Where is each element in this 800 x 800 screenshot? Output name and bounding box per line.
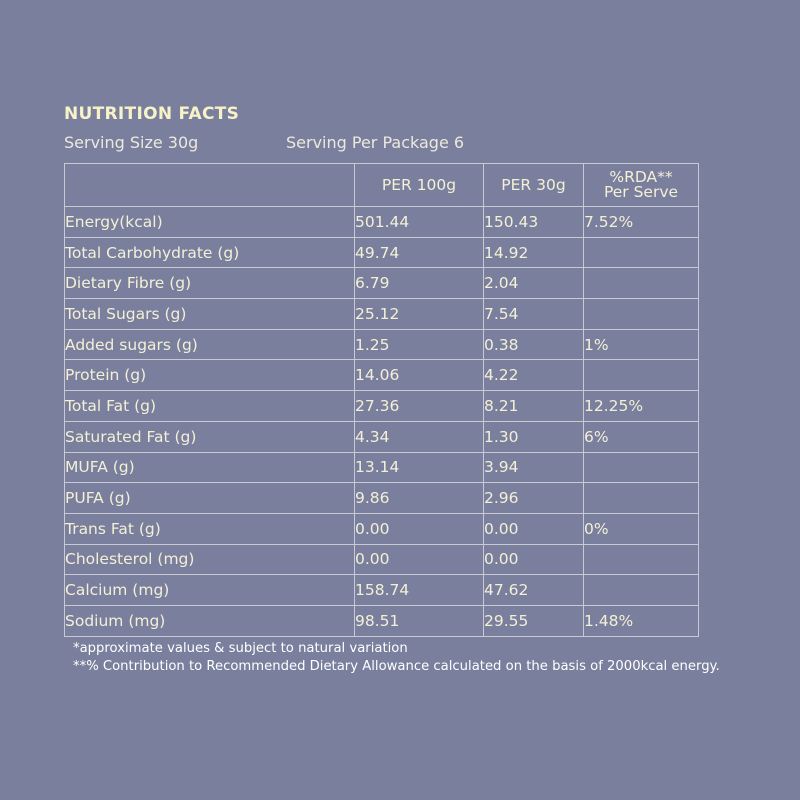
per-100g-value: 4.34 [355, 421, 484, 452]
header-rda-line1: %RDA** [609, 168, 673, 186]
serving-per-package: Serving Per Package 6 [286, 133, 465, 152]
rda-value [584, 452, 699, 483]
nutrient-name: Dietary Fibre (g) [65, 268, 355, 299]
per-30g-value: 29.55 [484, 605, 584, 636]
per-100g-value: 13.14 [355, 452, 484, 483]
nutrient-name: Total Sugars (g) [65, 299, 355, 330]
per-30g-value: 0.00 [484, 513, 584, 544]
nutrient-name: Cholesterol (mg) [65, 544, 355, 575]
per-100g-value: 501.44 [355, 207, 484, 238]
per-30g-value: 8.21 [484, 391, 584, 422]
per-100g-value: 9.86 [355, 483, 484, 514]
table-row [65, 513, 699, 544]
nutrient-name: Total Fat (g) [65, 391, 355, 422]
per-100g-value: 0.00 [355, 513, 484, 544]
serving-size: Serving Size 30g [64, 133, 199, 152]
table-row [65, 544, 699, 575]
table-row [65, 452, 699, 483]
per-30g-value: 1.30 [484, 421, 584, 452]
per-100g-value: 25.12 [355, 299, 484, 330]
table-row [65, 421, 699, 452]
rda-value [584, 544, 699, 575]
per-30g-value: 2.04 [484, 268, 584, 299]
nutrient-name: Trans Fat (g) [65, 513, 355, 544]
nutrient-name: Protein (g) [65, 360, 355, 391]
rda-value: 1.48% [584, 605, 699, 636]
per-30g-value: 0.00 [484, 544, 584, 575]
per-30g-value: 0.38 [484, 329, 584, 360]
table-row [65, 237, 699, 268]
rda-value [584, 268, 699, 299]
table-row [65, 207, 699, 238]
nutrition-table [64, 163, 699, 637]
per-30g-value: 7.54 [484, 299, 584, 330]
nutrient-name: Saturated Fat (g) [65, 421, 355, 452]
rda-value: 6% [584, 421, 699, 452]
rda-value [584, 483, 699, 514]
nutrition-facts-title: NUTRITION FACTS [64, 104, 240, 124]
rda-value: 0% [584, 513, 699, 544]
per-30g-value: 3.94 [484, 452, 584, 483]
rda-value [584, 299, 699, 330]
per-30g-value: 2.96 [484, 483, 584, 514]
per-100g-value: 158.74 [355, 575, 484, 606]
footnote-rda: **% Contribution to Recommended Dietary Allowance calculated on the basis of 2000kcal energy. [73, 659, 720, 674]
per-100g-value: 0.00 [355, 544, 484, 575]
table-header-row [65, 164, 699, 207]
header-per-30g: PER 30g [484, 164, 584, 207]
header-rda [584, 164, 699, 207]
nutrient-name: Total Carbohydrate (g) [65, 237, 355, 268]
per-30g-value: 47.62 [484, 575, 584, 606]
nutrient-name: Calcium (mg) [65, 575, 355, 606]
rda-value [584, 360, 699, 391]
nutrient-name: Added sugars (g) [65, 329, 355, 360]
per-30g-value: 150.43 [484, 207, 584, 238]
rda-value: 12.25% [584, 391, 699, 422]
table-row [65, 391, 699, 422]
table-row [65, 268, 699, 299]
rda-value: 1% [584, 329, 699, 360]
per-30g-value: 14.92 [484, 237, 584, 268]
nutrient-name: Energy(kcal) [65, 207, 355, 238]
per-100g-value: 27.36 [355, 391, 484, 422]
per-100g-value: 49.74 [355, 237, 484, 268]
rda-value [584, 237, 699, 268]
footnote-approximate: *approximate values & subject to natural variation [73, 641, 408, 656]
table-row [65, 299, 699, 330]
rda-value: 7.52% [584, 207, 699, 238]
per-30g-value: 4.22 [484, 360, 584, 391]
header-nutrient [65, 164, 355, 207]
header-per-100g: PER 100g [355, 164, 484, 207]
table-row [65, 605, 699, 636]
header-rda-line2: Per Serve [603, 183, 679, 201]
table-row [65, 483, 699, 514]
nutrient-name: MUFA (g) [65, 452, 355, 483]
rda-value [584, 575, 699, 606]
table-row [65, 360, 699, 391]
nutrient-name: PUFA (g) [65, 483, 355, 514]
table-row [65, 575, 699, 606]
per-100g-value: 1.25 [355, 329, 484, 360]
nutrient-name: Sodium (mg) [65, 605, 355, 636]
table-row [65, 329, 699, 360]
per-100g-value: 98.51 [355, 605, 484, 636]
per-100g-value: 14.06 [355, 360, 484, 391]
per-100g-value: 6.79 [355, 268, 484, 299]
